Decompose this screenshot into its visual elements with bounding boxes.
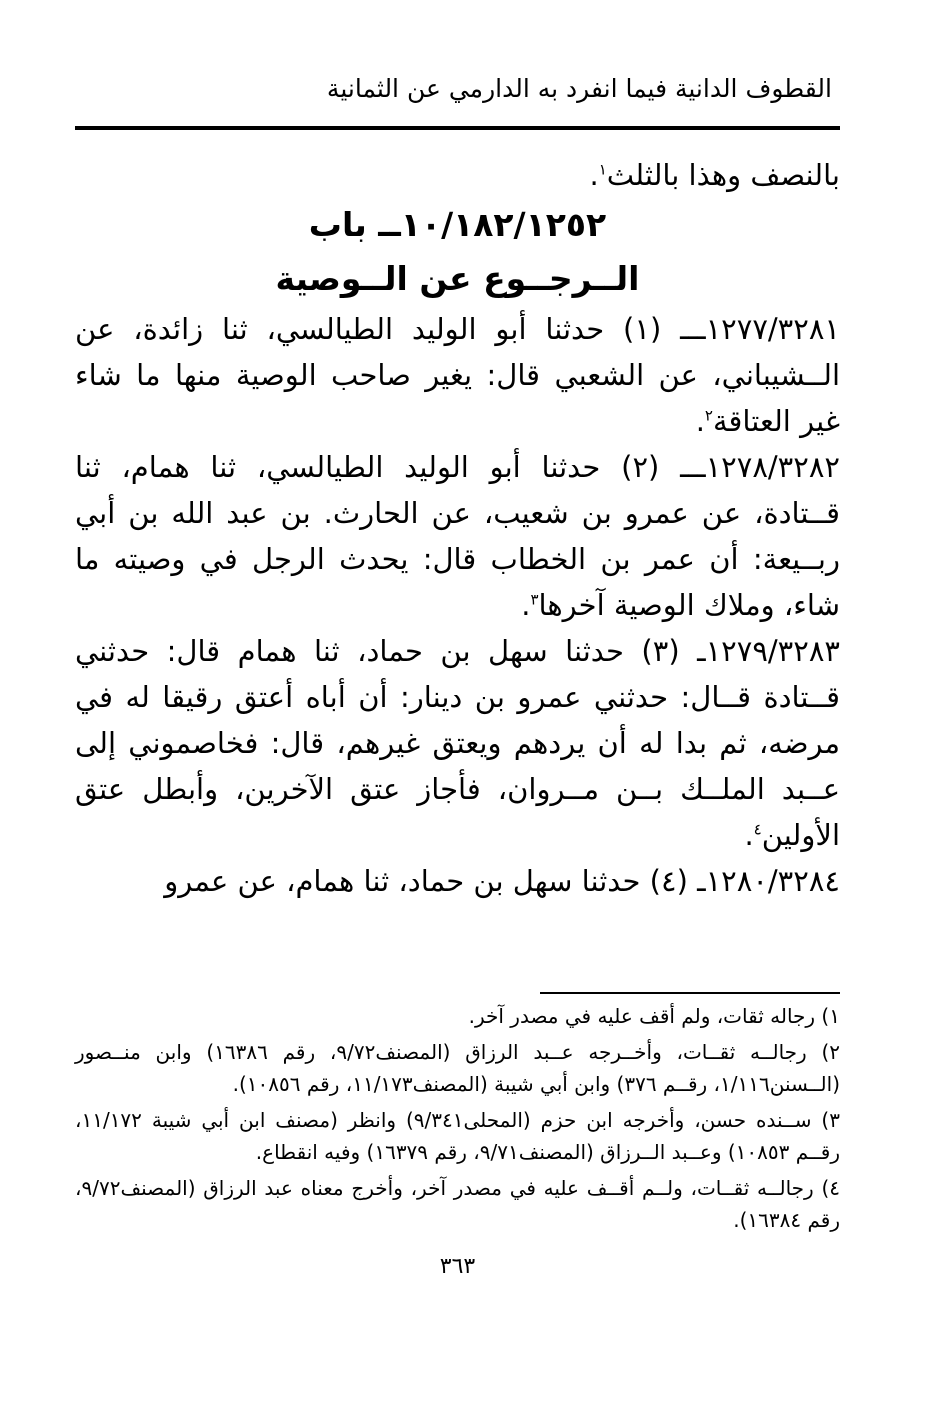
footnote-number: ١ — [829, 1004, 840, 1028]
chapter-number: ١٠/١٨٢/١٢٥٢ــ باب — [308, 205, 607, 244]
running-header: القطوف الدانية فيما انفرد به الدارمي عن الثمانية — [326, 74, 832, 103]
footnotes — [75, 1000, 840, 1236]
chapter-title: الــرجــوع عن الــوصية — [275, 259, 640, 298]
hadith-text: ١٢٧٨/٣٢٨٢ـــ (٢) حدثنا أبو الوليد الطيالسي، ثنا همام، ثنا قــتادة، عن عمرو بن شعيب، عن الحارث. بن عبد الله بن أبي ربــيعة: أن عمر بن الخطاب قال: يحدث الرجل في وصيته ما شاء، وملاك الوصية آخرها — [75, 450, 840, 622]
hadith-text: ١٢٨٠/٣٢٨٤ـ (٤) حدثنا سهل بن حماد، ثنا همام، عن عمرو — [164, 864, 840, 898]
footnote: ٣) ســنده حسن، وأخرجه ابن حزم (المحلى٩/٣٤١) وانظر (مصنف ابن أبي شيبة ١١/١٧٢، رقــم ١٠٨٥٣) وعــبد الــرزاق (المصنف٩/٧١، رقم ١٦٣٧٩) وفيه انقطاع. — [75, 1108, 840, 1164]
footnote-ref: ٣ — [530, 590, 539, 609]
footnote: ٢) رجالــه ثقــات، وأخــرجه عــبد الرزاق (المصنف٩/٧٢، رقم ١٦٣٨٦) وابن منــصور (الــسنن١/١١٦، رقــم ٣٧٦) وابن أبي شيبة (المصنف١١/١٧٣، رقم ١٠٨٥٦). — [75, 1040, 840, 1096]
footnote-text: رجالــه ثقــات، وأخــرجه عــبد الرزاق (المصنف٩/٧٢، رقم ١٦٣٨٦) وابن منــصور (الــسنن١/١١٦، رقــم ٣٧٦) وابن أبي شيبة (المصنف١١/١٧٣، رقم ١٠٨٥٦). — [75, 1040, 840, 1096]
footnote: ٤) رجالــه ثقــات، ولــم أقــف عليه في مصدر آخر، وأخرج معناه عبد الرزاق (المصنف٩/٧٢، رقم ١٦٣٨٤). — [75, 1176, 840, 1232]
footnote-number: ٢ — [829, 1040, 840, 1064]
hadith-paragraph: ١٢٧٩/٣٢٨٣ـ (٣) حدثنا سهل بن حماد، ثنا همام قال: حدثني قــتادة قــال: حدثني عمرو بن دينار: أن أباه أعتق رقيقا له في مرضه، ثم بدا له أن يردهم ويعتق غيرهم، قال: فخاصموني إلى عــبد الملــك بــن مــروان، فأجاز عتق الآخرين، وأبطل عتق الأولين$^٤$. — [75, 634, 840, 852]
hadith-text: ١٢٧٩/٣٢٨٣ـ (٣) حدثنا سهل بن حماد، ثنا همام قال: حدثني قــتادة قــال: حدثني عمرو بن دينار: أن أباه أعتق رقيقا له في مرضه، ثم بدا له أن يردهم ويعتق غيرهم، قال: فخاصموني إلى عــبد الملــك بــن مــروان، فأجاز عتق الآخرين، وأبطل عتق الأولين — [75, 634, 840, 852]
main-text — [75, 152, 840, 904]
footnote-ref: ١ — [598, 160, 607, 179]
footnote-text: ســنده حسن، وأخرجه ابن حزم (المحلى٩/٣٤١) وانظر (مصنف ابن أبي شيبة ١١/١٧٢، رقــم ١٠٨٥٣) وعــبد الــرزاق (المصنف٩/٧١، رقم ١٦٣٧٩) وفيه انقطاع. — [75, 1108, 840, 1164]
opening-paragraph: بالنصف وهذا بالثلث$^١$. — [589, 158, 840, 192]
footnote-ref: ٤ — [753, 820, 762, 839]
hadith-paragraph — [75, 858, 840, 904]
hadith-paragraph: ١٢٧٧/٣٢٨١ـــ (١) حدثنا أبو الوليد الطيالسي، ثنا زائدة، عن الــشيباني، عن الشعبي قال: يغير صاحب الوصية منها ما شاء غير العتاقة$^٢$. — [75, 312, 840, 438]
footnote-text: رجالــه ثقــات، ولــم أقــف عليه في مصدر آخر، وأخرج معناه عبد الرزاق (المصنف٩/٧٢، رقم ١٦٣٨٤). — [75, 1176, 840, 1232]
footnote-number: ٤ — [829, 1176, 840, 1200]
document-page — [75, 60, 840, 1380]
page-number: ٣٦٣ — [439, 1254, 476, 1279]
footnote-text: رجاله ثقات، ولم أقف عليه في مصدر آخر. — [468, 1004, 816, 1028]
footnote-number: ٣ — [829, 1108, 840, 1132]
footnote: ١) رجاله ثقات، ولم أقف عليه في مصدر آخر. — [468, 1004, 840, 1028]
footnote-ref: ٢ — [704, 406, 713, 425]
header-rule — [75, 126, 840, 130]
footnote-rule — [540, 992, 840, 994]
hadith-text: ١٢٧٧/٣٢٨١ـــ (١) حدثنا أبو الوليد الطيالسي، ثنا زائدة، عن الــشيباني، عن الشعبي قال: يغير صاحب الوصية منها ما شاء غير العتاقة — [75, 312, 840, 438]
hadith-paragraph: ١٢٧٨/٣٢٨٢ـــ (٢) حدثنا أبو الوليد الطيالسي، ثنا همام، ثنا قــتادة، عن عمرو بن شعيب، عن الحارث. بن عبد الله بن أبي ربــيعة: أن عمر بن الخطاب قال: يحدث الرجل في وصيته ما شاء، وملاك الوصية آخرها$^٣$. — [75, 450, 840, 622]
opening-text: بالنصف وهذا بالثلث — [606, 158, 840, 192]
